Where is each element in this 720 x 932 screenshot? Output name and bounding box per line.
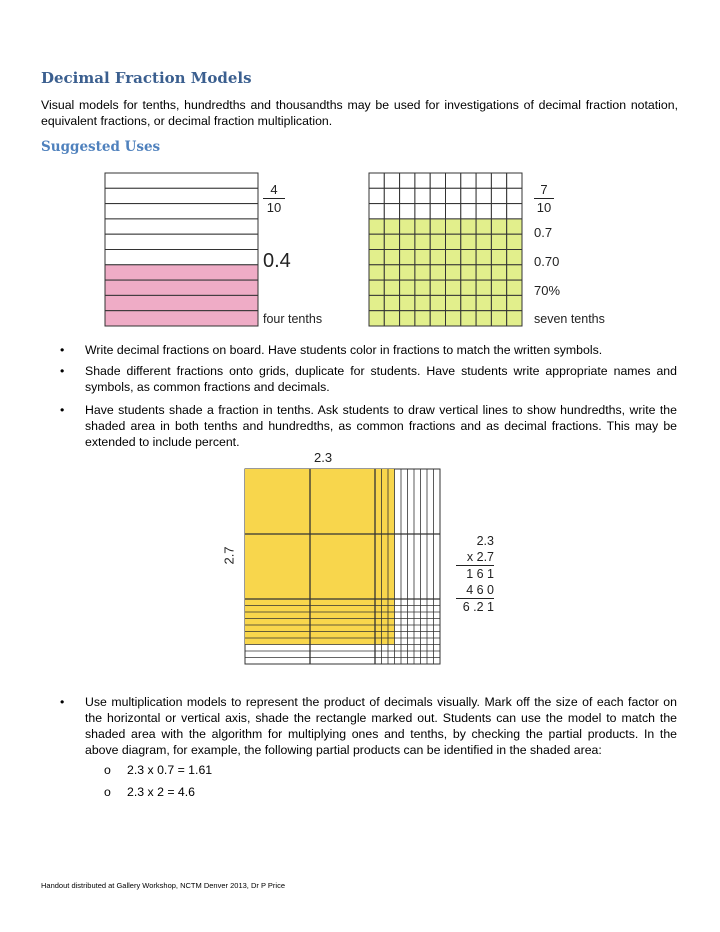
hundredth-cell — [491, 188, 506, 203]
hundredth-cell — [384, 250, 399, 265]
page-title: Decimal Fraction Models — [41, 69, 252, 87]
hundredth-cell — [446, 234, 461, 249]
hundredth-cell — [476, 311, 491, 326]
hundredth-cell — [384, 280, 399, 295]
hundredth-cell — [491, 234, 506, 249]
hundredth-cell — [369, 204, 384, 219]
tenths-fraction — [263, 182, 285, 215]
hundredth-cell — [400, 234, 415, 249]
hundredth-cell — [476, 188, 491, 203]
hundredth-cell — [491, 219, 506, 234]
hundredth-cell — [415, 265, 430, 280]
hundredth-cell — [446, 265, 461, 280]
hundredth-cell — [415, 173, 430, 188]
calc-line: 2.3 — [476, 534, 494, 548]
calc-line: 1 6 1 — [466, 567, 494, 581]
hundredth-cell — [476, 234, 491, 249]
multiplication-algorithm — [456, 533, 494, 615]
hundredth-cell — [400, 280, 415, 295]
hundredth-cell — [369, 173, 384, 188]
hundredths-fraction — [534, 182, 554, 215]
multiplication-area-model — [244, 468, 442, 666]
hundredth-cell — [507, 234, 522, 249]
hundredth-cell — [400, 219, 415, 234]
tenth-strip — [105, 280, 258, 295]
section-heading-suggested-uses: Suggested Uses — [41, 139, 161, 155]
hundredth-cell — [384, 204, 399, 219]
hundredths-decimal-two: 0.70 — [534, 254, 560, 269]
hundredth-cell — [369, 265, 384, 280]
bullet-text: Write decimal fractions on board. Have students color in fractions to match the written symbols. — [85, 343, 603, 357]
hundredth-cell — [491, 280, 506, 295]
hundredth-cell — [430, 280, 445, 295]
hundredth-cell — [400, 204, 415, 219]
hundredth-cell — [446, 295, 461, 310]
hundredth-cell — [430, 173, 445, 188]
hundredth-cell — [400, 188, 415, 203]
tenth-strip — [105, 311, 258, 326]
hundredth-cell — [461, 250, 476, 265]
calc-line: 4 6 0 — [456, 582, 494, 599]
hundredths-model — [368, 172, 523, 327]
hundredth-cell — [415, 280, 430, 295]
hundredth-cell — [384, 219, 399, 234]
tenth-strip — [105, 265, 258, 280]
hundredth-cell — [476, 173, 491, 188]
hundredth-cell — [415, 250, 430, 265]
hundredth-cell — [446, 204, 461, 219]
hundredth-cell — [507, 219, 522, 234]
tenth-strip — [105, 188, 258, 203]
hundredth-cell — [430, 250, 445, 265]
hundredth-cell — [461, 173, 476, 188]
hundredth-cell — [507, 295, 522, 310]
hundredth-cell — [446, 173, 461, 188]
hundredth-cell — [384, 188, 399, 203]
tenths-model — [104, 172, 259, 327]
hundredth-cell — [430, 204, 445, 219]
sub-bullet-text: 2.3 x 2 = 4.6 — [127, 785, 196, 799]
sub-bullet-text: 2.3 x 0.7 = 1.61 — [127, 763, 213, 777]
hundredth-cell — [476, 280, 491, 295]
hundredth-cell — [430, 188, 445, 203]
hundredth-cell — [476, 204, 491, 219]
hundredth-cell — [507, 265, 522, 280]
multiplication-top-label: 2.3 — [314, 450, 333, 465]
hundredth-cell — [446, 311, 461, 326]
hundredth-cell — [430, 311, 445, 326]
footer-note: Handout distributed at Gallery Workshop, NCTM Denver 2013, Dr P Price — [41, 881, 285, 890]
hundredth-cell — [461, 311, 476, 326]
hundredth-cell — [507, 188, 522, 203]
hundredth-cell — [430, 295, 445, 310]
multiplication-side-label: 2.7 — [221, 546, 237, 565]
tenths-words: four tenths — [263, 312, 323, 326]
hundredth-cell — [369, 234, 384, 249]
tenths-numerator: 4 — [270, 182, 278, 197]
hundredths-words: seven tenths — [534, 312, 605, 326]
hundredth-cell — [430, 265, 445, 280]
tenth-strip — [105, 173, 258, 188]
hundredth-cell — [491, 311, 506, 326]
hundredth-cell — [384, 173, 399, 188]
hundredth-cell — [369, 311, 384, 326]
hundredth-cell — [400, 250, 415, 265]
hundredth-cell — [461, 219, 476, 234]
hundredth-cell — [446, 250, 461, 265]
tenth-strip — [105, 295, 258, 310]
hundredths-numerator: 7 — [540, 182, 548, 197]
hundredth-cell — [507, 204, 522, 219]
hundredth-cell — [446, 188, 461, 203]
hundredths-percent: 70% — [534, 283, 561, 298]
hundredth-cell — [415, 219, 430, 234]
calc-line: 6 .2 1 — [462, 600, 494, 614]
calc-line: x 2.7 — [456, 549, 494, 566]
hundredth-cell — [476, 295, 491, 310]
hundredth-cell — [461, 204, 476, 219]
hundredth-cell — [461, 234, 476, 249]
hundredth-cell — [507, 280, 522, 295]
hundredth-cell — [369, 219, 384, 234]
hundredth-cell — [476, 265, 491, 280]
hundredth-cell — [369, 280, 384, 295]
hundredths-denominator: 10 — [536, 200, 552, 215]
hundredth-cell — [400, 265, 415, 280]
hundredth-cell — [507, 311, 522, 326]
hundredth-cell — [384, 311, 399, 326]
hundredth-cell — [476, 250, 491, 265]
hundredth-cell — [507, 250, 522, 265]
hundredth-cell — [384, 295, 399, 310]
hundredth-cell — [461, 295, 476, 310]
hundredth-cell — [415, 188, 430, 203]
hundredth-cell — [461, 265, 476, 280]
hundredth-cell — [446, 280, 461, 295]
hundredth-cell — [415, 234, 430, 249]
hundredth-cell — [461, 188, 476, 203]
intro-paragraph: Visual models for tenths, hundredths and thousandths may be used for investigations of decimal fraction notation, equivalent fractions, or decimal fraction multiplication. — [41, 98, 678, 128]
tenth-strip — [105, 234, 258, 249]
hundredth-cell — [476, 219, 491, 234]
hundredth-cell — [491, 295, 506, 310]
bullet-text: Have students shade a fraction in tenths. Ask students to draw vertical lines to show hundredths, write the shaded area in both tenths and hundredths, as common fractions and as decimal fractions. This may be extended to include percent. — [85, 403, 677, 449]
hundredth-cell — [461, 280, 476, 295]
bullet-text: Use multiplication models to represent the product of decimals visually. Mark off the size of each factor on the horizontal or vertical axis, shade the rectangle marked out. Students can use the model to match the shaded area with the algorithm for multiplying ones and tenths, by checking the partial products. In the above diagram, for example, the following partial products can be identified in the shaded area: — [85, 695, 677, 757]
hundredth-cell — [491, 204, 506, 219]
hundredth-cell — [384, 265, 399, 280]
hundredth-cell — [446, 219, 461, 234]
hundredth-cell — [430, 234, 445, 249]
hundredth-cell — [400, 311, 415, 326]
hundredth-cell — [491, 265, 506, 280]
hundredth-cell — [384, 234, 399, 249]
hundredth-cell — [491, 250, 506, 265]
hundredth-cell — [369, 250, 384, 265]
hundredth-cell — [400, 173, 415, 188]
bullet-text: Shade different fractions onto grids, duplicate for students. Have students write appropriate names and symbols, as common fractions and decimals. — [85, 364, 677, 394]
hundredth-cell — [415, 204, 430, 219]
hundredths-decimal-one: 0.7 — [534, 225, 553, 240]
hundredth-cell — [400, 295, 415, 310]
tenth-strip — [105, 250, 258, 265]
hundredth-cell — [369, 295, 384, 310]
hundredth-cell — [369, 188, 384, 203]
hundredth-cell — [507, 173, 522, 188]
hundredth-cell — [430, 219, 445, 234]
hundredth-cell — [491, 173, 506, 188]
tenths-denominator: 10 — [266, 200, 282, 215]
tenths-decimal: 0.4 — [263, 250, 291, 272]
hundredth-cell — [415, 295, 430, 310]
hundredth-cell — [415, 311, 430, 326]
tenth-strip — [105, 204, 258, 219]
tenth-strip — [105, 219, 258, 234]
